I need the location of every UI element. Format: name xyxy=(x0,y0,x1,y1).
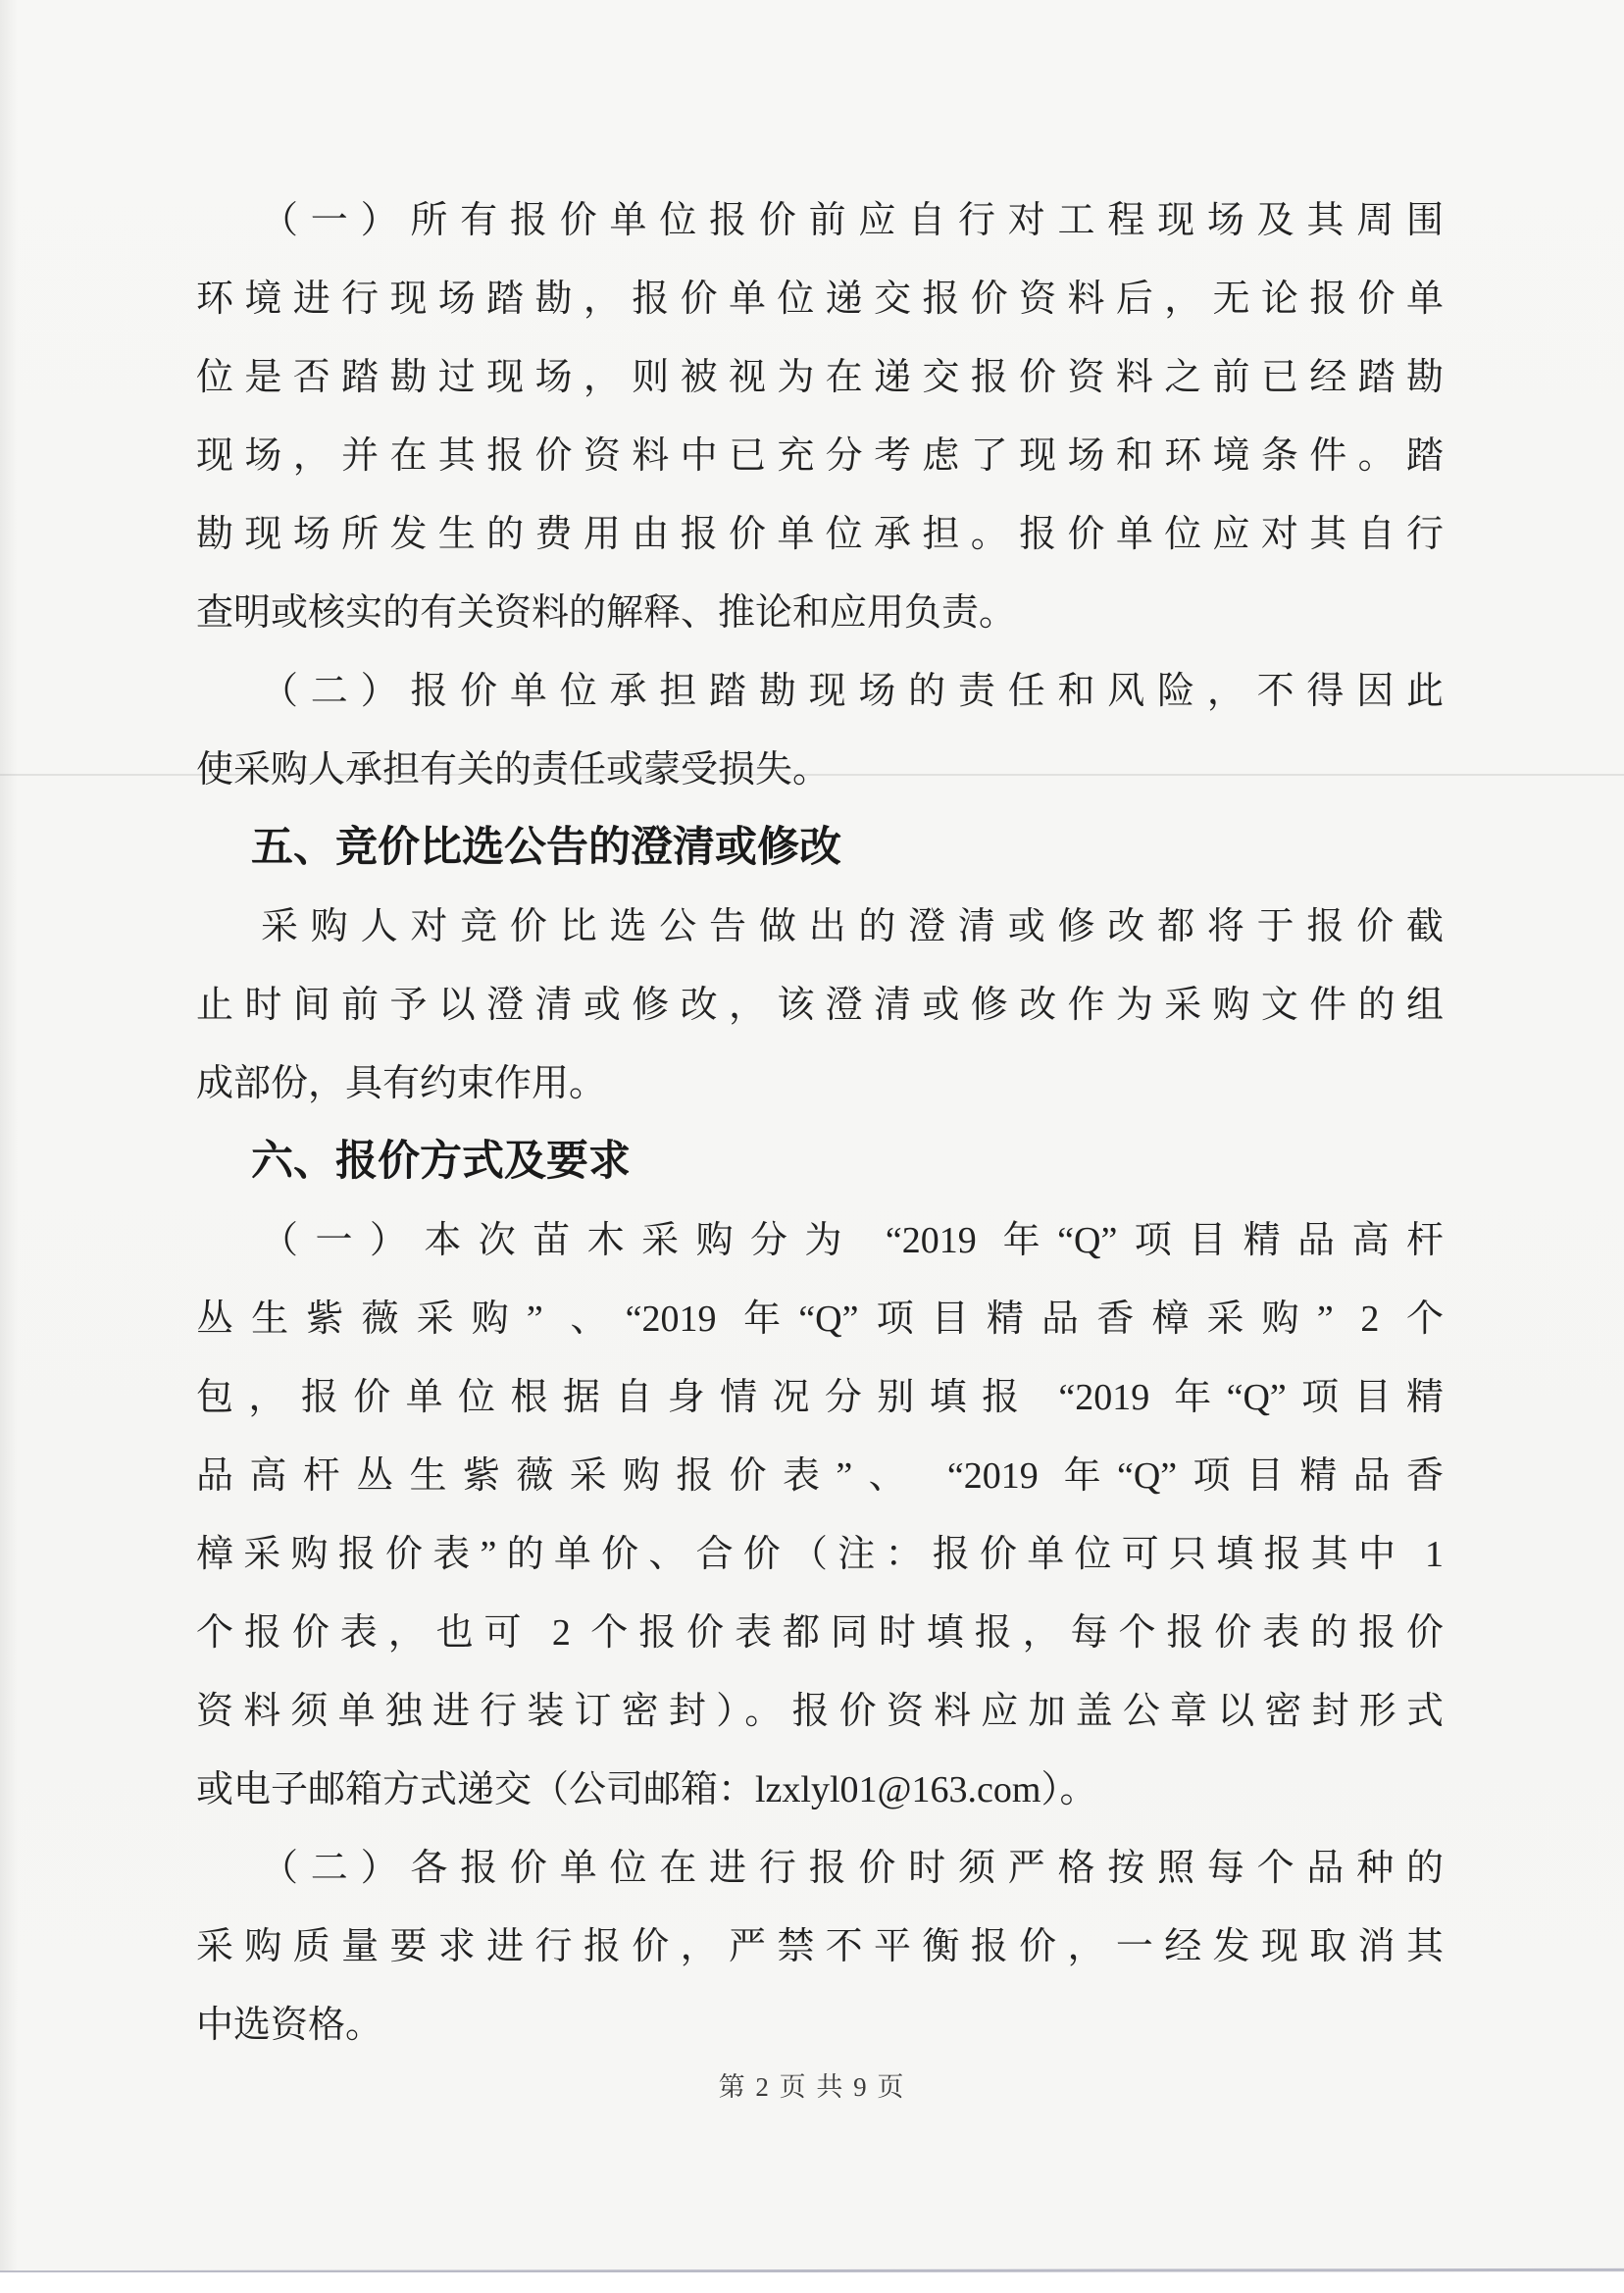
text-line: 中选资格。 xyxy=(196,2005,383,2046)
text-line: （一）所有报价单位报价前应自行对工程现场及其周围 xyxy=(261,200,1444,241)
text-line: 位是否踏勘过现场，则被视为在递交报价资料之前已经踏勘 xyxy=(196,357,1444,398)
document-text-block xyxy=(196,181,1444,2064)
text-line: 或电子邮箱方式递交（公司邮箱：lzxlyl01@163.com）。 xyxy=(196,1769,1097,1810)
text-line: 采购质量要求进行报价，严禁不平衡报价，一经发现取消其 xyxy=(196,1926,1444,1967)
page-footer: 第 2 页 共 9 页 xyxy=(718,2072,906,2102)
heading-section-6: 六、报价方式及要求 xyxy=(251,1139,631,1185)
heading-section-5: 五、竞价比选公告的澄清或修改 xyxy=(251,825,841,871)
scan-bottom-white-strip xyxy=(0,2272,1624,2293)
text-line: 丛生紫薇采购” 、“2019 年“Q”项目精品香樟采购” 2 个 xyxy=(196,1299,1444,1340)
text-line: 止时间前予以澄清或修改，该澄清或修改作为采购文件的组 xyxy=(196,985,1444,1026)
text-line: 个报价表，也可 2 个报价表都同时填报，每个报价表的报价 xyxy=(196,1612,1444,1654)
text-line: 包，报价单位根据自身情况分别填报 “2019 年“Q”项目精 xyxy=(196,1377,1444,1418)
text-line: 成部份，具有约束作用。 xyxy=(196,1063,607,1104)
text-line: 现场，并在其报价资料中已充分考虑了现场和环境条件。踏 xyxy=(196,435,1444,477)
text-line: 采购人对竞价比选公告做出的澄清或修改都将于报价截 xyxy=(261,906,1444,947)
text-line: （二）报价单位承担踏勘现场的责任和风险，不得因此 xyxy=(261,671,1444,712)
text-line: 查明或核实的有关资料的解释、推论和应用负责。 xyxy=(196,592,1017,634)
text-line: 樟采购报价表”的单价、合价（注：报价单位可只填报其中 1 xyxy=(196,1534,1444,1575)
text-line: 勘现场所发生的费用由报价单位承担。报价单位应对其自行 xyxy=(196,514,1444,555)
text-line: 使采购人承担有关的责任或蒙受损失。 xyxy=(196,749,831,790)
text-line: 品高杆丛生紫薇采购报价表”、 “2019 年“Q”项目精品香 xyxy=(196,1455,1444,1497)
text-line: 资料须单独进行装订密封）。报价资料应加盖公章以密封形式 xyxy=(196,1691,1444,1732)
text-line: 环境进行现场踏勘，报价单位递交报价资料后，无论报价单 xyxy=(196,279,1444,320)
scan-left-edge-shadow xyxy=(0,0,18,2293)
text-line: （二）各报价单位在进行报价时须严格按照每个品种的 xyxy=(261,1848,1444,1889)
text-line: （一）本次苗木采购分为 “2019 年“Q”项目精品高杆 xyxy=(261,1220,1444,1261)
